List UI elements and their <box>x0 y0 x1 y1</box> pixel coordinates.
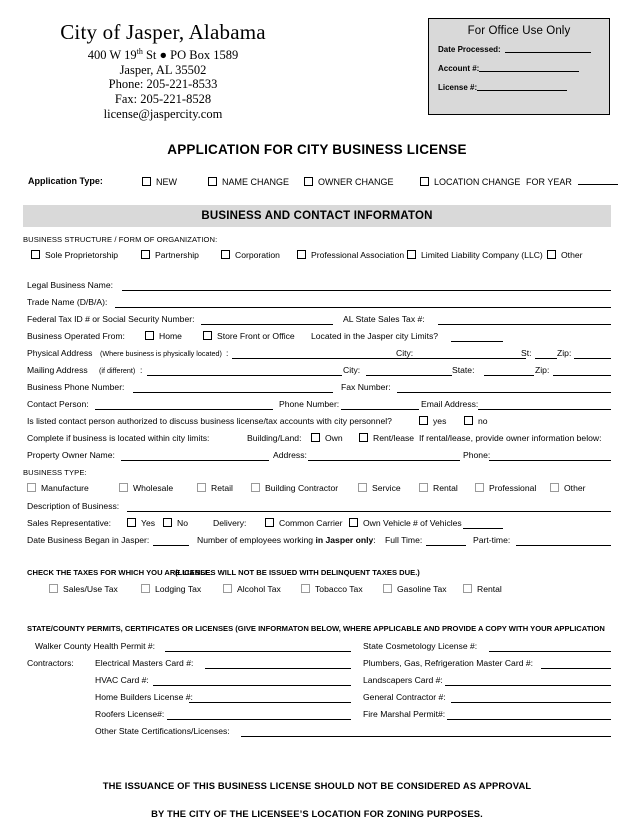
structure-other[interactable] <box>547 250 583 260</box>
authorization-no[interactable] <box>464 416 488 426</box>
state-cosmetology-label: State Cosmetology License #: <box>363 641 478 651</box>
checkbox-icon[interactable] <box>297 250 306 259</box>
jasper-city-limits-label: Located in the Jasper city Limits? <box>311 331 439 341</box>
office-account-input[interactable] <box>479 71 579 72</box>
delivery-own-vehicle[interactable] <box>349 518 411 528</box>
landscapers-label: Landscapers Card #: <box>363 675 443 685</box>
checkbox-icon[interactable] <box>197 483 206 492</box>
federal-tax-row <box>23 311 611 328</box>
office-date-processed-label: Date Processed: <box>438 45 501 54</box>
delivery-common-carrier[interactable] <box>265 518 343 528</box>
physical-address-colon: : <box>226 348 229 358</box>
checkbox-icon[interactable] <box>463 584 472 593</box>
other-state-certs-input[interactable] <box>241 736 611 737</box>
checkbox-icon[interactable] <box>383 584 392 593</box>
application-type-new-label: NEW <box>156 177 177 187</box>
checkbox-icon[interactable] <box>203 331 212 340</box>
delivery-common-carrier-label: Common Carrier <box>279 518 343 528</box>
part-time-input[interactable] <box>516 545 611 546</box>
office-account-label: Account #: <box>438 64 480 73</box>
business-type-service[interactable] <box>358 483 401 493</box>
structure-partnership-label: Partnership <box>155 250 199 260</box>
plumbers-input[interactable] <box>541 668 611 669</box>
federal-tax-input[interactable] <box>201 324 333 325</box>
checkbox-icon[interactable] <box>223 584 232 593</box>
application-type-name-change-label: NAME CHANGE <box>222 177 290 187</box>
num-employees-label-post: : <box>373 535 376 545</box>
mailing-city-label: City: <box>343 365 361 375</box>
jasper-city-limits-input[interactable] <box>451 341 503 342</box>
checkbox-icon[interactable] <box>359 433 368 442</box>
operated-storefront-label: Store Front or Office <box>217 331 295 341</box>
business-type-wholesale[interactable] <box>119 483 173 493</box>
for-year-label: FOR YEAR <box>526 177 572 187</box>
application-type-new[interactable] <box>142 177 177 187</box>
sales-rep-no[interactable] <box>163 518 188 528</box>
application-type-location-change-label: LOCATION CHANGE <box>434 177 521 187</box>
for-year-input[interactable] <box>578 184 618 185</box>
checkbox-icon[interactable] <box>419 416 428 425</box>
city-name: City of Jasper, Alabama <box>60 20 266 44</box>
application-type-name-change[interactable] <box>208 177 289 187</box>
delivery-label: Delivery: <box>213 518 247 528</box>
num-vehicles-input[interactable] <box>463 528 503 529</box>
contact-phone-label: Phone Number: <box>279 399 340 409</box>
structure-sole-proprietorship[interactable] <box>31 250 118 260</box>
fax-number-input[interactable] <box>397 392 611 393</box>
checkbox-icon[interactable] <box>127 518 136 527</box>
checkbox-icon[interactable] <box>419 483 428 492</box>
checkbox-icon[interactable] <box>349 518 358 527</box>
business-type-retail[interactable] <box>197 483 233 493</box>
roofers-input[interactable] <box>167 719 351 720</box>
mailing-address-colon: : <box>140 365 143 375</box>
business-operated-from-label: Business Operated From: <box>27 331 125 341</box>
property-phone-input[interactable] <box>489 460 611 461</box>
fire-marshal-input[interactable] <box>447 719 611 720</box>
date-began-row <box>23 532 611 549</box>
office-license-input[interactable] <box>477 90 567 91</box>
structure-llc-label: Limited Liability Company (LLC) <box>421 250 543 260</box>
plumbers-label: Plumbers, Gas, Refrigeration Master Card #: <box>363 658 534 668</box>
building-own-option[interactable] <box>311 433 343 443</box>
city-limits-row <box>23 430 611 447</box>
delivery-own-vehicle-label: Own Vehicle <box>363 518 411 528</box>
application-type-label: Application Type: <box>28 176 103 186</box>
business-type-other-label: Other <box>564 483 586 493</box>
page-title: APPLICATION FOR CITY BUSINESS LICENSE <box>167 142 467 157</box>
document-header <box>0 0 634 122</box>
part-time-label: Part-time: <box>473 535 511 545</box>
business-type-manufacture[interactable] <box>27 483 89 493</box>
contact-person-row <box>23 396 611 413</box>
checkbox-icon[interactable] <box>358 483 367 492</box>
structure-other-label: Other <box>561 250 583 260</box>
operated-home-option[interactable] <box>145 331 182 341</box>
sales-rep-yes-label: Yes <box>141 518 156 528</box>
mailing-address-label: Mailing Address <box>27 365 88 375</box>
taxes-options <box>23 581 611 599</box>
description-input[interactable] <box>127 511 611 512</box>
mailing-address-note: (if different) <box>99 366 136 375</box>
structure-llc[interactable] <box>407 250 543 260</box>
business-type-professional[interactable] <box>475 483 536 493</box>
physical-zip-label: Zip: <box>557 348 572 358</box>
sales-rep-no-label: No <box>177 518 188 528</box>
contact-email-input[interactable] <box>478 409 611 410</box>
business-type-building-contractor[interactable] <box>251 483 338 493</box>
checkbox-icon[interactable] <box>141 250 150 259</box>
business-operated-from-row <box>23 328 611 345</box>
physical-city-input[interactable] <box>420 358 526 359</box>
street-post: St ● PO Box 1589 <box>142 48 239 63</box>
mailing-address-row <box>23 362 611 379</box>
business-type-other[interactable] <box>550 483 586 493</box>
mailing-address-input[interactable] <box>147 375 342 376</box>
operated-storefront-option[interactable] <box>203 331 295 341</box>
authorization-yes-label: yes <box>433 416 447 426</box>
physical-st-label: St: <box>521 348 532 358</box>
other-state-certs-label: Other State Certifications/Licenses: <box>95 726 230 736</box>
office-date-processed-input[interactable] <box>505 52 591 53</box>
electrical-masters-row <box>23 655 611 672</box>
if-rental-note: If rental/lease, provide owner information below: <box>419 433 602 443</box>
business-type-wholesale-label: Wholesale <box>133 483 174 493</box>
authorization-question: Is listed contact person authorized to discuss business license/tax accounts with city personnel? <box>27 416 392 426</box>
property-phone-label: Phone: <box>463 450 491 460</box>
structure-partnership[interactable] <box>141 250 199 260</box>
property-owner-input[interactable] <box>121 460 269 461</box>
checkbox-icon[interactable] <box>221 250 230 259</box>
business-phone-label: Business Phone Number: <box>27 382 125 392</box>
other-state-certs-row <box>23 723 611 740</box>
physical-address-input[interactable] <box>232 358 420 359</box>
office-use-title: For Office Use Only <box>467 25 571 37</box>
building-rent-label: Rent/lease <box>373 433 415 443</box>
city-street-address <box>18 45 308 63</box>
structure-corporation[interactable] <box>221 250 280 260</box>
checkbox-icon[interactable] <box>420 177 429 186</box>
trade-name-label: Trade Name (D/B/A): <box>27 297 108 307</box>
street-ordinal-suffix: th <box>136 47 143 56</box>
electrical-masters-input[interactable] <box>205 668 351 669</box>
checkbox-icon[interactable] <box>27 483 36 492</box>
sales-representative-row <box>23 515 611 532</box>
checkbox-icon[interactable] <box>145 331 154 340</box>
checkbox-icon[interactable] <box>208 177 217 186</box>
checkbox-icon[interactable] <box>265 518 274 527</box>
sales-rep-label: Sales Representative: <box>27 518 112 528</box>
contact-person-label: Contact Person: <box>27 399 89 409</box>
authorization-no-label: no <box>478 416 488 426</box>
city-state-zip: Jasper, AL 35502 <box>119 62 207 77</box>
structure-professional-association-label: Professional Association <box>311 250 405 260</box>
city-email: license@jaspercity.com <box>103 106 223 121</box>
general-contractor-input[interactable] <box>451 702 611 703</box>
business-type-options <box>23 480 611 498</box>
tax-rental[interactable] <box>463 584 502 594</box>
business-type-retail-label: Retail <box>211 483 233 493</box>
contact-email-label: Email Address: <box>421 399 479 409</box>
city-fax: Fax: 205-221-8528 <box>114 91 212 106</box>
section-header-business-contact: BUSINESS AND CONTACT INFORMATON <box>23 205 611 227</box>
full-time-input[interactable] <box>426 545 466 546</box>
legal-business-name-row <box>23 277 611 294</box>
description-row <box>23 498 611 515</box>
tax-gasoline-label: Gasoline Tax <box>397 584 447 594</box>
checkbox-icon[interactable] <box>119 483 128 492</box>
authorization-row <box>23 413 611 430</box>
tax-tobacco-label: Tobacco Tax <box>315 584 363 594</box>
checkbox-icon[interactable] <box>49 584 58 593</box>
footer-statement-line2: BY THE CITY OF THE LICENSEE’S LOCATION FOR ZONING PURPOSES. <box>151 808 483 819</box>
business-phone-input[interactable] <box>133 392 333 393</box>
business-type-service-label: Service <box>372 483 401 493</box>
checkbox-icon[interactable] <box>311 433 320 442</box>
checkbox-icon[interactable] <box>301 584 310 593</box>
legal-business-name-input[interactable] <box>122 290 611 291</box>
property-address-label: Address: <box>273 450 307 460</box>
tax-sales-use-label: Sales/Use Tax <box>63 584 118 594</box>
al-state-sales-tax-label: AL State Sales Tax #: <box>343 314 425 324</box>
application-type-row <box>0 173 634 193</box>
mailing-zip-label: Zip: <box>535 365 550 375</box>
form-body <box>23 235 611 819</box>
property-owner-label: Property Owner Name: <box>27 450 115 460</box>
checkbox-icon[interactable] <box>475 483 484 492</box>
tax-sales-use[interactable] <box>49 584 118 594</box>
landscapers-input[interactable] <box>445 685 611 686</box>
office-account-row <box>438 64 600 73</box>
footer-statement-line1: THE ISSUANCE OF THIS BUSINESS LICENSE SHOULD NOT BE CONSIDERED AS APPROVAL <box>102 780 532 791</box>
contractors-label: Contractors: <box>27 658 74 668</box>
roofers-row <box>23 706 611 723</box>
business-type-professional-label: Professional <box>489 483 537 493</box>
business-structure-heading: BUSINESS STRUCTURE / FORM OF ORGANIZATION: <box>23 235 218 244</box>
walker-health-row <box>23 638 611 655</box>
physical-address-label: Physical Address <box>27 348 93 358</box>
property-address-input[interactable] <box>308 460 460 461</box>
authorization-yes[interactable] <box>419 416 446 426</box>
taxes-heading-row <box>23 565 611 579</box>
checkbox-icon[interactable] <box>304 177 313 186</box>
for-year-field <box>526 177 618 187</box>
state-cosmetology-input[interactable] <box>489 651 611 652</box>
property-owner-row <box>23 447 611 464</box>
office-license-label: License #: <box>438 83 478 92</box>
building-land-label: Building/Land: <box>247 433 302 443</box>
num-employees-label-pre: Number of employees working <box>197 535 316 545</box>
hvac-row <box>23 672 611 689</box>
tax-alcohol-label: Alcohol Tax <box>237 584 281 594</box>
building-own-label: Own <box>325 433 343 443</box>
street-pre: 400 W 19 <box>87 48 137 63</box>
mailing-city-input[interactable] <box>366 375 452 376</box>
tax-gasoline[interactable] <box>383 584 447 594</box>
office-date-processed-row <box>438 45 600 54</box>
application-type-location-change[interactable] <box>420 177 520 187</box>
checkbox-icon[interactable] <box>163 518 172 527</box>
complete-if-label: Complete if business is located within city limits: <box>27 433 210 443</box>
full-time-label: Full Time: <box>385 535 423 545</box>
description-label: Description of Business: <box>27 501 120 511</box>
sales-rep-yes[interactable] <box>127 518 155 528</box>
office-license-row <box>438 83 600 92</box>
business-type-rental[interactable] <box>419 483 458 493</box>
electrical-masters-label: Electrical Masters Card #: <box>95 658 194 668</box>
home-builders-row <box>23 689 611 706</box>
checkbox-icon[interactable] <box>550 483 559 492</box>
structure-sole-proprietorship-label: Sole Proprietorship <box>45 250 119 260</box>
for-office-use-only-box <box>428 18 610 115</box>
checkbox-icon[interactable] <box>407 250 416 259</box>
application-type-owner-change[interactable] <box>304 177 394 187</box>
physical-address-row <box>23 345 611 362</box>
operated-home-label: Home <box>159 331 182 341</box>
business-type-building-contractor-label: Building Contractor <box>265 483 339 493</box>
num-vehicles-label: # of Vehicles <box>413 518 462 528</box>
permits-heading: STATE/COUNTY PERMITS, CERTIFICATES OR LICENSES (GIVE INFORMATON BELOW, WHERE APPLICABLE AND PROVIDE A COPY WITH YOUR APPLICATION <box>27 624 605 633</box>
fax-number-label: Fax Number: <box>341 382 391 392</box>
physical-zip-input[interactable] <box>574 358 611 359</box>
building-rent-option[interactable] <box>359 433 414 443</box>
permits-heading-row <box>23 621 611 636</box>
checkbox-icon[interactable] <box>547 250 556 259</box>
physical-st-input[interactable] <box>535 358 557 359</box>
num-employees-label-bold: in Jasper only <box>315 535 374 545</box>
home-builders-label: Home Builders License #: <box>95 692 193 702</box>
structure-corporation-label: Corporation <box>235 250 280 260</box>
hvac-input[interactable] <box>153 685 351 686</box>
taxes-heading-note: (LICENSES WILL NOT BE ISSUED WITH DELINQUENT TAXES DUE.) <box>175 568 420 577</box>
num-employees-label <box>197 535 376 545</box>
checkbox-icon[interactable] <box>142 177 151 186</box>
city-letterhead <box>18 20 308 121</box>
fire-marshal-label: Fire Marshal Permit#: <box>363 709 446 719</box>
application-type-owner-change-label: OWNER CHANGE <box>318 177 394 187</box>
contact-phone-input[interactable] <box>341 409 419 410</box>
trade-name-row <box>23 294 611 311</box>
legal-business-name-label: Legal Business Name: <box>27 280 113 290</box>
business-phone-row <box>23 379 611 396</box>
tax-lodging-label: Lodging Tax <box>155 584 202 594</box>
federal-tax-label: Federal Tax ID # or Social Security Number: <box>27 314 195 324</box>
tax-rental-label: Rental <box>477 584 502 594</box>
trade-name-input[interactable] <box>115 307 611 308</box>
tax-tobacco[interactable] <box>301 584 363 594</box>
home-builders-input[interactable] <box>189 702 351 703</box>
mailing-zip-input[interactable] <box>553 375 611 376</box>
checkbox-icon[interactable] <box>141 584 150 593</box>
taxes-heading: CHECK THE TAXES FOR WHICH YOU ARE LIABLE: <box>27 568 213 577</box>
tax-lodging[interactable] <box>141 584 201 594</box>
checkbox-icon[interactable] <box>464 416 473 425</box>
mailing-state-input[interactable] <box>484 375 534 376</box>
roofers-label: Roofers License#: <box>95 709 165 719</box>
structure-professional-association[interactable] <box>297 250 404 260</box>
physical-address-note: (Where business is physically located) <box>100 349 222 358</box>
city-phone: Phone: 205-221-8533 <box>108 77 218 92</box>
checkbox-icon[interactable] <box>251 483 260 492</box>
checkbox-icon[interactable] <box>31 250 40 259</box>
contact-person-input[interactable] <box>95 409 273 410</box>
date-began-input[interactable] <box>153 545 189 546</box>
physical-city-label: City: <box>396 348 414 358</box>
business-type-rental-label: Rental <box>433 483 458 493</box>
hvac-label: HVAC Card #: <box>95 675 149 685</box>
walker-health-input[interactable] <box>165 651 351 652</box>
business-structure-options <box>23 247 611 266</box>
walker-health-label: Walker County Health Permit #: <box>35 641 156 651</box>
tax-alcohol[interactable] <box>223 584 281 594</box>
al-state-sales-tax-input[interactable] <box>438 324 611 325</box>
mailing-state-label: State: <box>452 365 475 375</box>
general-contractor-label: General Contractor #: <box>363 692 446 702</box>
business-type-heading: BUSINESS TYPE: <box>23 468 87 477</box>
business-type-manufacture-label: Manufacture <box>41 483 89 493</box>
date-began-label: Date Business Began in Jasper: <box>27 535 150 545</box>
